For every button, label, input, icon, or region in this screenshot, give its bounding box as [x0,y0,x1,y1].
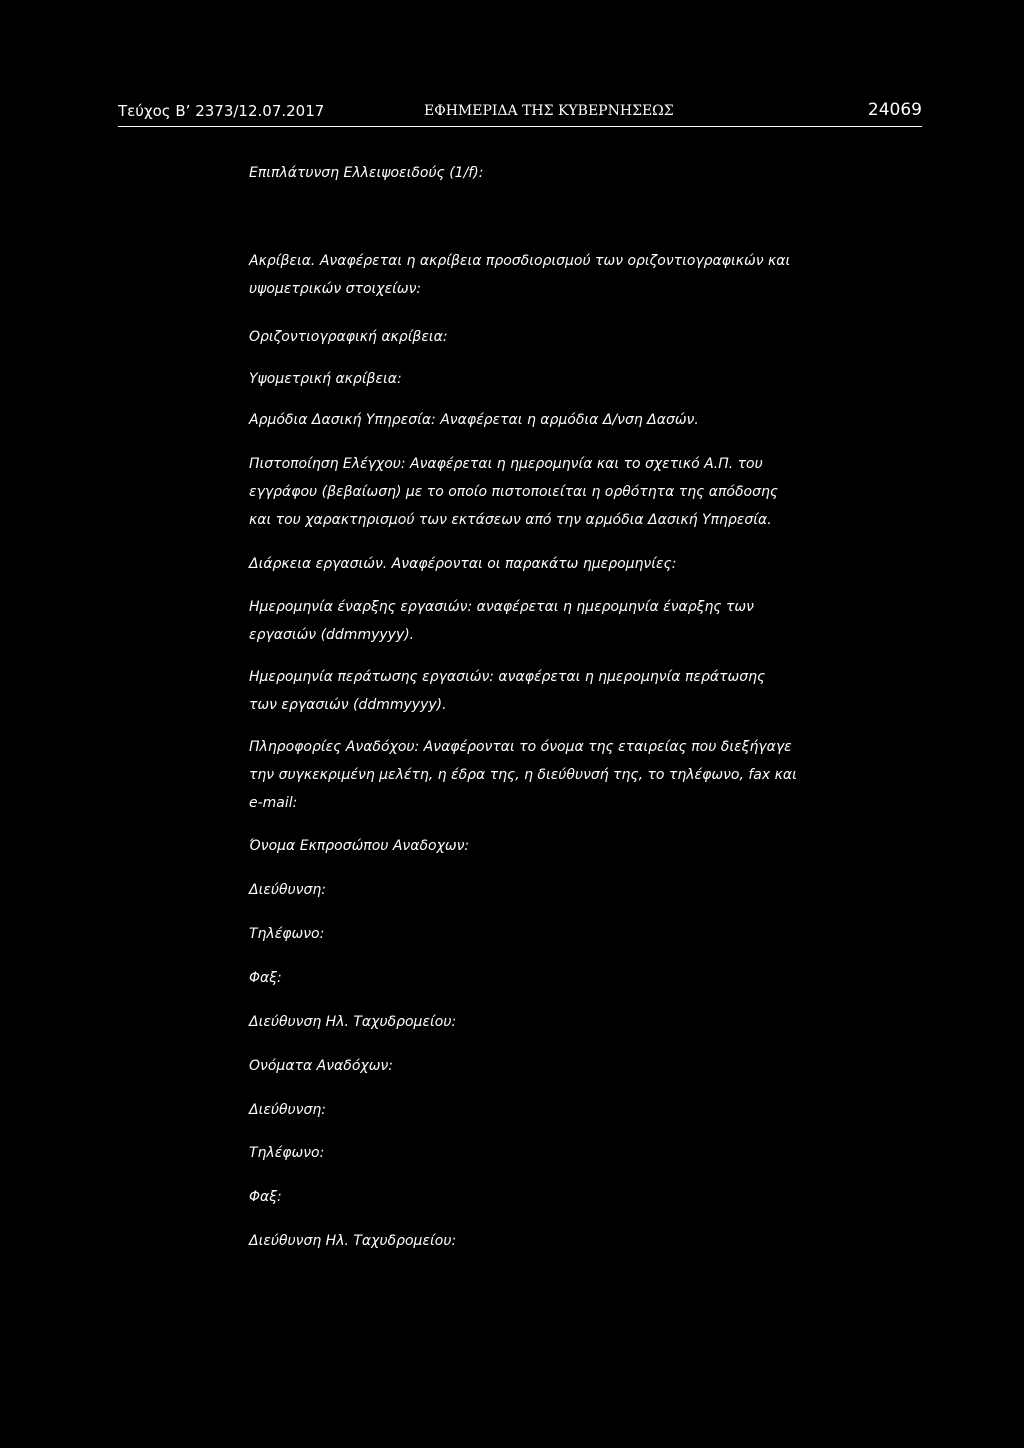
issue-number: Τεύχος Β’ 2373/12.07.2017 [118,102,325,120]
page-header [118,100,922,127]
horizontal-accuracy-label: Οριζοντιογραφική ακρίβεια: [249,329,448,345]
start-date-line: Ημερομηνία έναρξης εργασιών: αναφέρεται η ημερομηνία έναρξης των [249,599,754,615]
accuracy-paragraph [249,247,809,303]
phone-label: Τηλέφωνο: [249,926,325,942]
certification-line: και του χαρακτηρισμού των εκτάσεων από την αρμόδια Δασική Υπηρεσία. [249,512,772,528]
start-date-line: εργασιών (ddmmyyyy). [249,627,415,643]
end-date-line: των εργασιών (ddmmyyyy). [249,697,447,713]
accuracy-line: Ακρίβεια. Αναφέρεται η ακρίβεια προσδιορισμού των οριζοντιογραφικών και [249,253,791,269]
forest-service-paragraph: Αρμόδια Δασική Υπηρεσία: Αναφέρεται η αρμόδια Δ/νση Δασών. [249,412,699,428]
phone-label: Τηλέφωνο: [249,1145,325,1161]
work-duration-paragraph: Διάρκεια εργασιών. Αναφέρονται οι παρακάτω ημερομηνίες: [249,556,677,572]
address-label: Διεύθυνση: [249,882,326,898]
fax-label: Φαξ: [249,1189,282,1205]
contractor-info-line: την συγκεκριμένη μελέτη, η έδρα της, η διεύθυνσή της, το τηλέφωνο, fax και [249,767,797,783]
end-date-line: Ημερομηνία περάτωσης εργασιών: αναφέρεται η ημερομηνία περάτωσης [249,669,766,685]
page-number: 24069 [867,100,922,120]
start-date-paragraph [249,593,809,649]
address-label: Διεύθυνση: [249,1102,326,1118]
certification-line: Πιστοποίηση Ελέγχου: Αναφέρεται η ημερομηνία και το σχετικό Α.Π. του [249,456,763,472]
vertical-accuracy-label: Υψομετρική ακρίβεια: [249,371,402,387]
gazette-title: ΕΦΗΜΕΡΙΔΑ ΤΗΣ ΚΥΒΕΡΝΗΣΕΩΣ [424,103,674,119]
contractor-info-paragraph [249,733,809,817]
contractor-info-line: Πληροφορίες Αναδόχου: Αναφέρονται το όνομα της εταιρείας που διεξήγαγε [249,739,792,755]
contractor-info-line: e-mail: [249,795,298,811]
accuracy-line: υψομετρικών στοιχείων: [249,281,422,297]
email-label: Διεύθυνση Ηλ. Ταχυδρομείου: [249,1014,457,1030]
ellipsoid-flattening-label: Επιπλάτυνση Ελλειψοειδούς (1/f): [249,165,484,181]
contractor-names-label: Ονόματα Αναδόχων: [249,1058,393,1074]
representative-name-label: Όνομα Εκπροσώπου Αναδοχων: [249,838,470,854]
email-label: Διεύθυνση Ηλ. Ταχυδρομείου: [249,1233,457,1249]
end-date-paragraph [249,663,809,719]
certification-line: εγγράφου (βεβαίωση) με το οποίο πιστοποιείται η ορθότητα της απόδοσης [249,484,779,500]
certification-paragraph [249,450,809,534]
fax-label: Φαξ: [249,970,282,986]
